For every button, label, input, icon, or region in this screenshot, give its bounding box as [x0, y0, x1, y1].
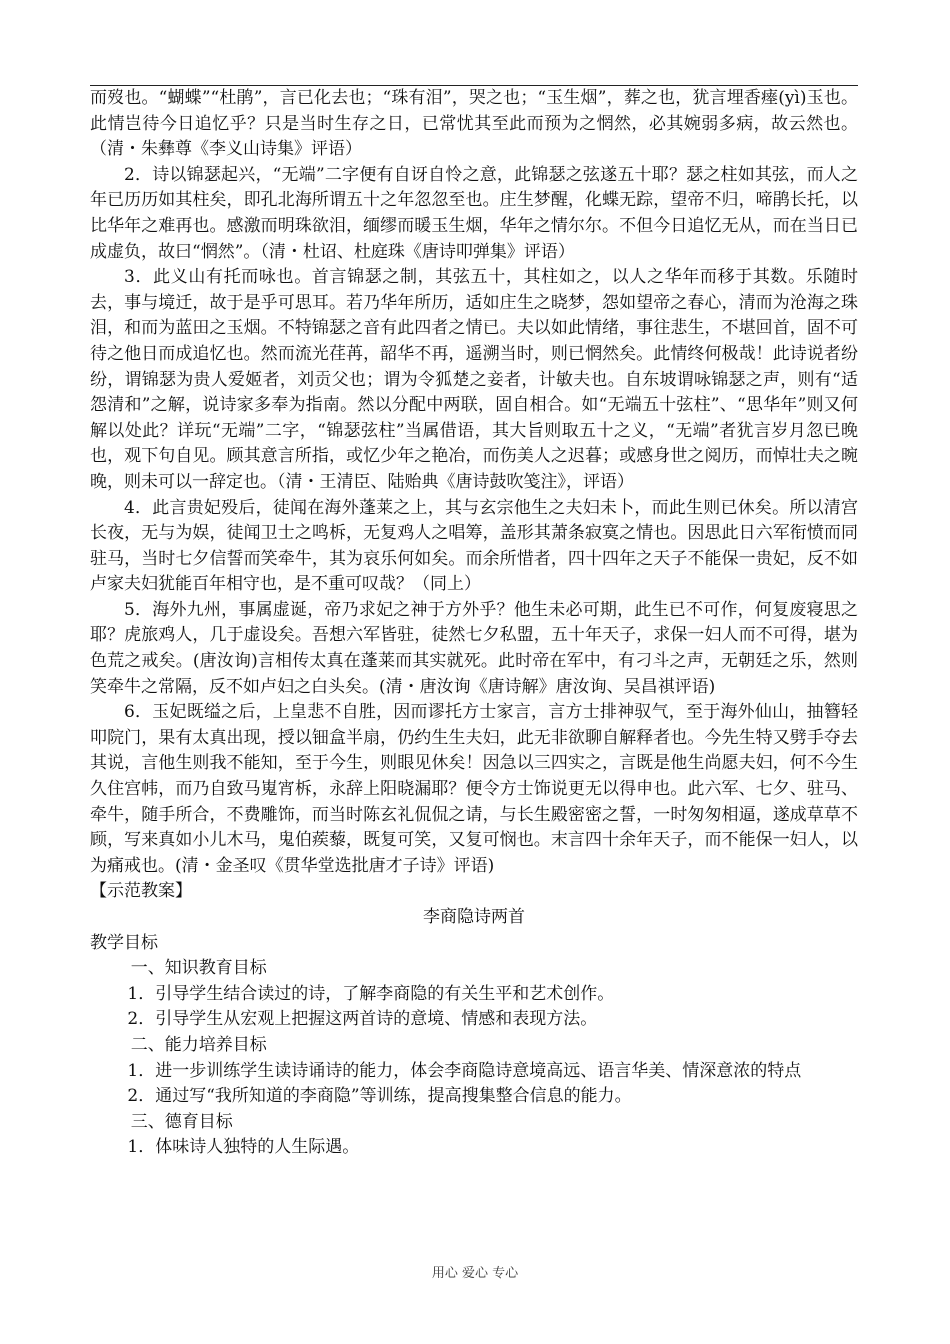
- objective-item: 2．引导学生从宏观上把握这两首诗的意境、情感和表现方法。: [127, 1009, 598, 1030]
- objective-group-heading: 三、德育目标: [130, 1111, 233, 1132]
- commentary-item-3: 3．此义山有托而咏也。首言锦瑟之制，其弦五十，其柱如之，以人之华年而移于其数。乐随时去，事与境迁，故于是乎可思耳。若乃华年所历，适如庄生之晓梦，怨如望帝之春心，清而为沧海之珠泪，和而为蓝田之玉烟。不特锦瑟之音有此四者之情已。夫以如此情绪，事往悲生，不堪回首，固不可待之他日而成追忆也。然而流光荏苒，韶华不再，遥溯当时，则已惘然矣。此情终何极哉！此诗说者纷纷，谓锦瑟为贵人爱姬者，刘贡父也；谓为令狐楚之妾者，计敏夫也。自东坡谓咏锦瑟之声，则有“适怨清和”之解，说诗家多奉为指南。然以分配中两联，固自相合。如“无端五十弦柱”、“思华年”则又何解以处此？详玩“无端”二字，“锦瑟弦柱”当属借语，其大旨则取五十之义，“无端”者犹言岁月忽已晚也，观下句自见。顾其意言所指，或忆少年之艳冶，而伤美人之迟暮；或感身世之阅历，而悼壮夫之晼晚，则未可以一辞定也。（清・王清臣、陆贻典《唐诗鼓吹笺注》，评语）: [90, 267, 858, 492]
- commentary-item-4: 4．此言贵妃殁后，徒闻在海外蓬莱之上，其与玄宗他生之夫妇未卜，而此生则已休矣。所以清宫长夜，无与为娱，徒闻卫士之鸣柝，无复鸡人之唱筹，盖形其萧条寂寞之情也。因思此日六军衔愤而同驻马，当时七夕信誓而笑牵牛，其为哀乐何如矣。而余所惜者，四十四年之天子不能保一贵妃，反不如卢家夫妇犹能百年相守也，是不重可叹哉？（同上）: [90, 497, 858, 595]
- objective-group-heading: 一、知识教育目标: [130, 958, 267, 979]
- commentary-item-5: 5．海外九州，事属虚诞，帝乃求妃之神于方外乎？他生未必可期，此生已不可作，何复废寝思之耶？虎旅鸡人，几于虚设矣。吾想六军皆驻，徒然七夕私盟，五十年天子，求保一妇人而不可得，堪为色荒之戒矣。(唐汝询)言相传太真在蓬莱而其实就死。此时帝在军中，有刁斗之声，无朝廷之乐，然则笑牵牛之常隔，反不如卢妇之白头矣。(清・唐汝询《唐诗解》唐汝询、吴昌祺评语): [90, 599, 858, 697]
- commentary-item-2: 2．诗以锦瑟起兴，“无端”二字便有自讶自怜之意，此锦瑟之弦遂五十耶？瑟之柱如其弦，而人之年已历历如其柱矣，即孔北海所谓五十之年忽忽至也。庄生梦醒，化蝶无踪，望帝不归，啼鹃长托，以比华年之难再也。感激而明珠欲泪，缅缪而暖玉生烟，华年之情尔尔。不但今日追忆无从，而在当日已成虚负，故曰“惘然”。（清・杜诏、杜庭珠《唐诗叩弹集》评语）: [90, 164, 858, 262]
- page-footer: 用心 爱心 专心: [431, 1266, 519, 1281]
- section-tag: 【示范教案】: [90, 881, 192, 902]
- commentary-continuation: 而歿也。“蝴蝶”“杜鹃”，言已化去也；“珠有泪”，哭之也；“玉生烟”，葬之也，犹言埋香瘗(yì)玉也。此情岂待今日追忆乎？只是当时生存之日，已常忧其至此而预为之惘然，必其婉弱多病，故云然也。（清・朱彝尊《李义山诗集》评语）: [90, 88, 858, 160]
- objectives-heading: 教学目标: [90, 932, 158, 953]
- objective-item: 1．引导学生结合读过的诗，了解李商隐的有关生平和艺术创作。: [127, 983, 615, 1004]
- lesson-title: 李商隐诗两首: [423, 907, 525, 927]
- document-page: [90, 86, 858, 1161]
- objective-item: 1．进一步训练学生读诗诵诗的能力，体会李商隐诗意境高远、语言华美、情深意浓的特点: [127, 1060, 802, 1081]
- objective-item: 1．体味诗人独特的人生际遇。: [127, 1137, 360, 1158]
- objective-group-heading: 二、能力培养目标: [130, 1034, 267, 1055]
- commentary-item-6: 6．玉妃既缢之后，上皇悲不自胜，因而谬托方士家言，言方士排神驭气，至于海外仙山，抽簪轻叩院门，果有太真出现，授以钿盒半扇，仍约生生夫妇，此无非欲聊自解释者也。今先生特又劈手夺去其说，言他生则我不能知，至于今生，则眼见休矣！因急以三四实之，言既是他生尚愿夫妇，何不今生久住宫帏，而乃自致马嵬宵柝，永辞上阳晓漏耶？便令方士饰说更无以得申也。此六军、七夕、驻马、牵牛，随手所合，不费雕饰，而当时陈玄礼侃侃之请，与长生殿密密之誓，一时匆匆相逼，遂成草草不顾，写来真如小儿木马，鬼伯蒺藜，既复可笑，又复可悯也。末言四十余年天子，而不能保一妇人，以为痛戒也。(清・金圣叹《贯华堂选批唐才子诗》评语): [90, 702, 858, 876]
- objective-item: 2．通过写“我所知道的李商隐”等训练，提高搜集整合信息的能力。: [127, 1086, 632, 1107]
